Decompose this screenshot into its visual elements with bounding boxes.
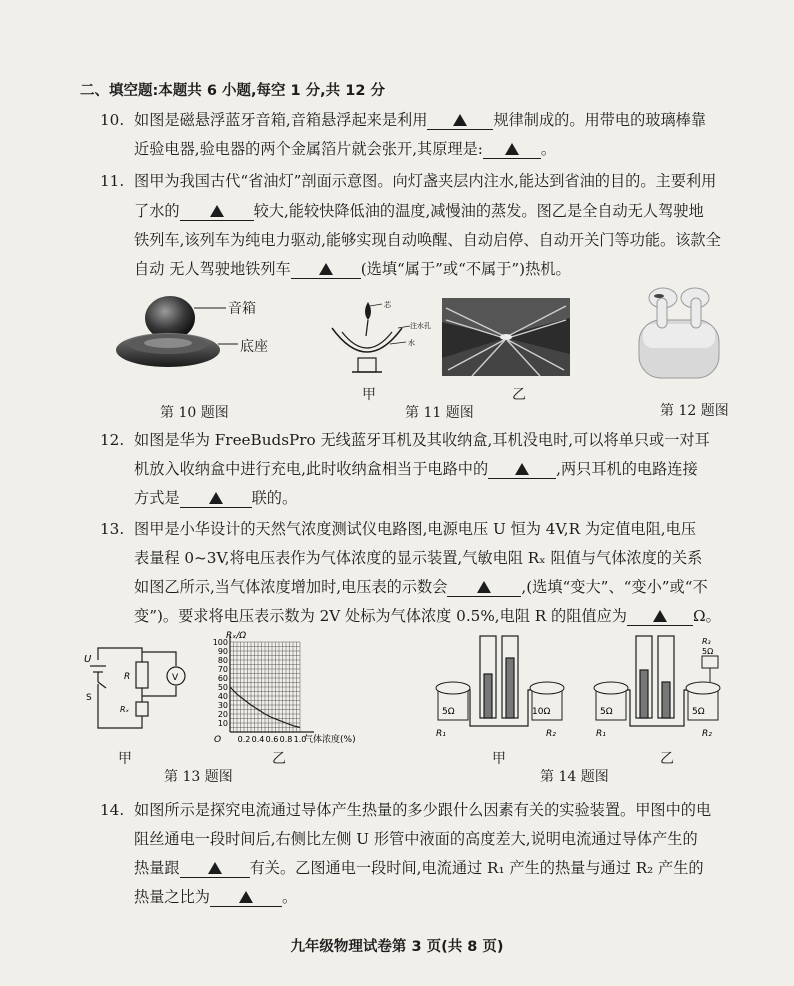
q12-line1: 12. 如图是华为 FreeBudsPro 无线蓝牙耳机及其收纳盒,耳机没电时,可以将单只或一对耳 bbox=[100, 431, 710, 449]
svg-text:U: U bbox=[84, 654, 92, 665]
rx-x-axis-label: 气体浓度(%) bbox=[304, 735, 356, 745]
fig13-caption: 第 13 题图 bbox=[164, 769, 233, 785]
q11-number: 11. bbox=[100, 172, 125, 190]
rx-y-tick-label: 10 bbox=[217, 719, 228, 728]
q14-number: 14. bbox=[100, 801, 125, 819]
rx-y-tick-label: 20 bbox=[217, 710, 228, 719]
q11-line2: 了水的 较大,能较快降低油的温度,减慢油的蒸发。图乙是全自动无人驾驶地 bbox=[134, 202, 704, 220]
speaker-base bbox=[116, 333, 220, 367]
svg-text:R₁: R₁ bbox=[436, 729, 446, 739]
q13-blank2[interactable] bbox=[627, 607, 693, 626]
q12-blank2[interactable] bbox=[180, 489, 252, 508]
q10-blank1[interactable] bbox=[427, 111, 493, 130]
fig11-jia-label: 甲 bbox=[362, 387, 376, 403]
answer-triangle-icon bbox=[209, 492, 223, 504]
svg-text:5Ω: 5Ω bbox=[442, 707, 455, 717]
svg-text:S: S bbox=[86, 693, 92, 703]
resistor-R3 bbox=[702, 656, 718, 668]
label-base: 底座 bbox=[240, 339, 268, 355]
rx-concentration-chart bbox=[200, 628, 380, 746]
rx-y-tick-label: 100 bbox=[212, 638, 228, 647]
q14-blank1[interactable] bbox=[180, 859, 250, 878]
q11-line3: 铁列车,该列车为纯电力驱动,能够实现自动唤醒、自动启停、自动开关门等功能。该款全 bbox=[134, 231, 721, 249]
heat-experiment-jia bbox=[428, 630, 580, 742]
answer-triangle-icon bbox=[505, 143, 519, 155]
answer-triangle-icon bbox=[515, 463, 529, 475]
maglev-speaker-figure bbox=[112, 288, 302, 386]
svg-text:V: V bbox=[172, 673, 179, 683]
svg-text:R₁: R₁ bbox=[596, 729, 606, 739]
q12-number: 12. bbox=[100, 431, 125, 449]
label-speaker: 音箱 bbox=[228, 301, 256, 317]
heat-experiment-yi bbox=[590, 630, 740, 742]
svg-text:R₂: R₂ bbox=[546, 729, 556, 739]
q13-line4: 变”)。要求将电压表示数为 2V 处标为气体浓度 0.5%,电阻 R 的阻值应为 Ω。 bbox=[134, 607, 721, 625]
q12-line2: 机放入收纳盒中进行充电,此时收纳盒相当于电路中的 ,两只耳机的电路连接 bbox=[134, 460, 698, 478]
rx-y-tick-label: 70 bbox=[217, 665, 228, 674]
q13-line3: 如图乙所示,当气体浓度增加时,电压表的示数会 ,(选填“变大”、“变小”或“不 bbox=[134, 578, 708, 596]
q14-line3: 热量跟 有关。乙图通电一段时间,电流通过 R₁ 产生的热量与通过 R₂ 产生的 bbox=[134, 859, 704, 877]
rx-x-tick-label: 0.2 bbox=[237, 735, 251, 744]
q10-line1: 10. 如图是磁悬浮蓝牙音箱,音箱悬浮起来是利用 规律制成的。用带电的玻璃棒靠 bbox=[100, 111, 707, 129]
q13-blank1[interactable] bbox=[447, 578, 521, 597]
answer-triangle-icon bbox=[477, 581, 491, 593]
answer-triangle-icon bbox=[653, 610, 667, 622]
q11-line4: 自动 无人驾驶地铁列车 (选填“属于”或“不属于”)热机。 bbox=[134, 260, 571, 278]
earbuds-case-figure bbox=[633, 284, 729, 384]
svg-text:R: R bbox=[124, 672, 131, 682]
q12-blank1[interactable] bbox=[488, 460, 556, 479]
answer-triangle-icon bbox=[453, 114, 467, 126]
label-wick: 芯 bbox=[384, 301, 391, 309]
q14-line2: 阻丝通电一段时间后,右侧比左侧 U 形管中液面的高度差大,说明电流通过导体产生的 bbox=[134, 830, 698, 848]
answer-triangle-icon bbox=[210, 205, 224, 217]
q10-blank2[interactable] bbox=[483, 140, 541, 159]
u-tube-pair-jia bbox=[458, 636, 540, 726]
rx-y-tick-label: 30 bbox=[217, 701, 228, 710]
rx-y-tick-label: 40 bbox=[217, 692, 228, 701]
label-fill-hole: 注水孔 bbox=[410, 322, 431, 330]
svg-text:10Ω: 10Ω bbox=[532, 707, 551, 717]
svg-text:5Ω: 5Ω bbox=[692, 707, 705, 717]
answer-triangle-icon bbox=[208, 862, 222, 874]
q14-blank2[interactable] bbox=[210, 888, 282, 907]
q13-line1: 13. 图甲是小华设计的天然气浓度测试仪电路图,电源电压 U 恒为 4V,R 为定值电阻,电压 bbox=[100, 520, 697, 538]
q14-line4: 热量之比为 。 bbox=[134, 888, 298, 906]
answer-triangle-icon bbox=[239, 891, 253, 903]
q11-blank2[interactable] bbox=[291, 260, 361, 279]
resistor-R bbox=[136, 662, 148, 688]
svg-text:5Ω: 5Ω bbox=[702, 647, 714, 656]
q13-line2: 表量程 0~3V,将电压表作为气体浓度的显示装置,气敏电阻 Rₓ 阻值与气体浓度的关系 bbox=[134, 549, 703, 567]
fig13-yi-label: 乙 bbox=[272, 751, 286, 767]
resistor-Rx bbox=[136, 702, 148, 716]
fig14-caption: 第 14 题图 bbox=[540, 769, 609, 785]
q10-number: 10. bbox=[100, 111, 125, 129]
answer-triangle-icon bbox=[319, 263, 333, 275]
oil-lamp-diagram bbox=[322, 298, 432, 380]
fig11-yi-label: 乙 bbox=[512, 387, 526, 403]
svg-text:Rₓ: Rₓ bbox=[120, 705, 130, 714]
q12-line3: 方式是 联的。 bbox=[134, 489, 298, 507]
fig11-caption: 第 11 题图 bbox=[405, 405, 474, 421]
rx-x-tick-label: 0.6 bbox=[265, 735, 279, 744]
rx-x-tick-label: 0.8 bbox=[279, 735, 293, 744]
q11-line1: 11. 图甲为我国古代“省油灯”剖面示意图。向灯盏夹层内注水,能达到省油的目的。主要利用 bbox=[100, 172, 717, 190]
u-tube-pair-yi bbox=[618, 636, 696, 726]
q11-blank1[interactable] bbox=[180, 202, 254, 221]
svg-text:R₂: R₂ bbox=[702, 729, 712, 739]
fig10-caption: 第 10 题图 bbox=[160, 405, 229, 421]
q13-number: 13. bbox=[100, 520, 125, 538]
q10-line2: 近验电器,验电器的两个金属箔片就会张开,其原理是: 。 bbox=[134, 140, 557, 158]
page-footer: 九年级物理试卷第 3 页(共 8 页) bbox=[290, 939, 504, 955]
rx-y-axis-label: Rₓ/Ω bbox=[226, 631, 247, 641]
subway-train-photo bbox=[442, 298, 570, 376]
rx-origin-label: O bbox=[214, 735, 222, 745]
rx-y-tick-label: 60 bbox=[217, 674, 228, 683]
label-water: 水 bbox=[408, 339, 415, 347]
flame-icon bbox=[365, 302, 371, 320]
rx-x-tick-label: 0.4 bbox=[251, 735, 265, 744]
fig14-yi-label: 乙 bbox=[660, 751, 674, 767]
svg-text:R₃: R₃ bbox=[702, 637, 711, 646]
rx-y-tick-label: 90 bbox=[217, 647, 228, 656]
fig13-jia-label: 甲 bbox=[118, 751, 132, 767]
section-title: 二、填空题:本题共 6 小题,每空 1 分,共 12 分 bbox=[80, 83, 385, 99]
fig12-caption: 第 12 题图 bbox=[660, 403, 729, 419]
rx-x-tick-label: 1.0 bbox=[293, 735, 307, 744]
svg-text:5Ω: 5Ω bbox=[600, 707, 613, 717]
gas-sensor-circuit bbox=[80, 642, 200, 742]
rx-y-tick-label: 80 bbox=[217, 656, 228, 665]
fig14-jia-label: 甲 bbox=[492, 751, 506, 767]
q14-line1: 14. 如图所示是探究电流通过导体产生热量的多少跟什么因素有关的实验装置。甲图中的电 bbox=[100, 801, 712, 819]
rx-y-tick-label: 50 bbox=[217, 683, 228, 692]
